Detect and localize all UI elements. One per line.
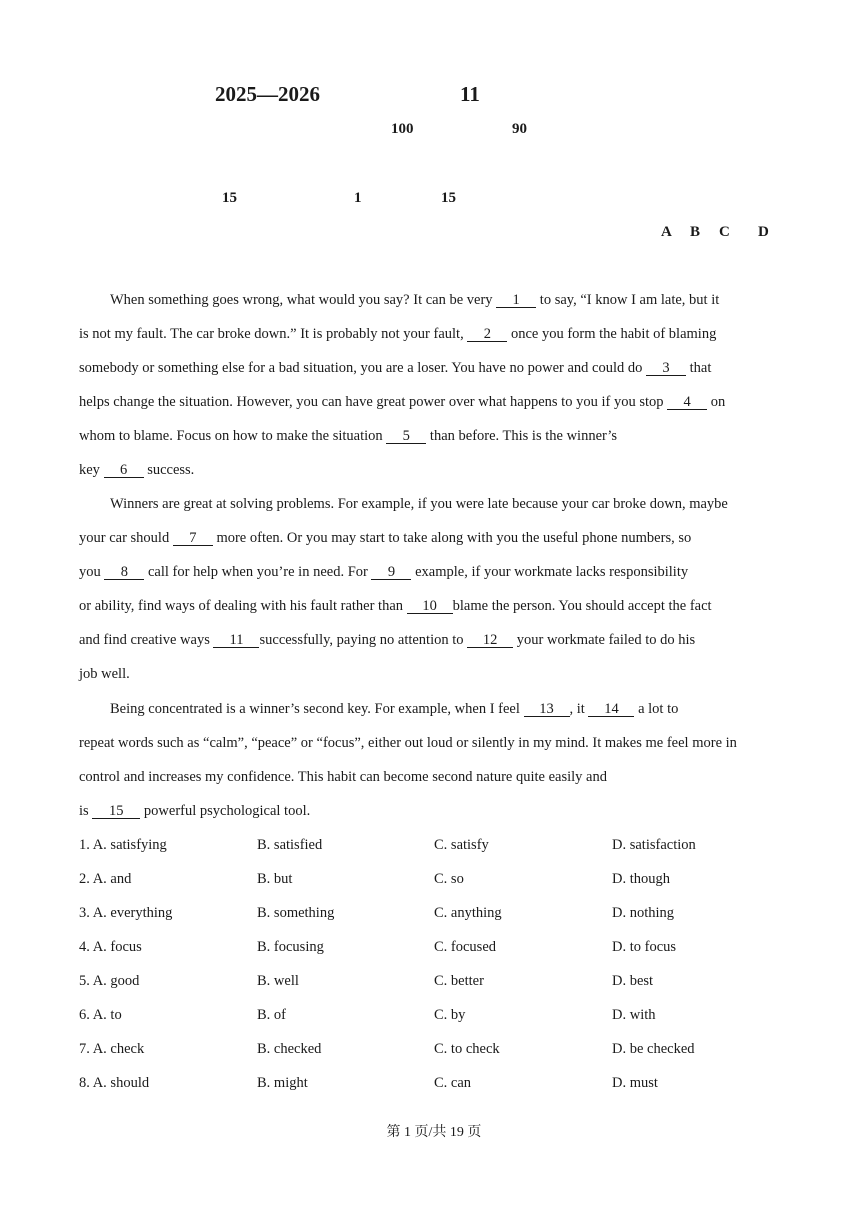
option-a[interactable]: 4. A. focus — [79, 939, 142, 955]
passage-line: repeat words such as “calm”, “peace” or “focus”, either out loud or silently in my mind. It makes me feel more in — [79, 735, 737, 751]
exam-score: 100 — [391, 121, 414, 137]
option-c[interactable]: C. can — [434, 1075, 472, 1091]
blank-15[interactable]: 15 — [92, 804, 140, 819]
option-d[interactable]: D. with — [612, 1007, 656, 1023]
option-c[interactable]: C. focused — [434, 939, 497, 955]
exam-year: 2025—2026 — [215, 82, 320, 106]
exam-grade: 11 — [460, 82, 480, 106]
option-c[interactable]: C. to check — [434, 1041, 500, 1057]
option-a[interactable]: 1. A. satisfying — [79, 837, 167, 853]
passage-line: and find creative ways 11 successfully, paying no attention to 12 your workmate failed to do his — [79, 632, 696, 648]
section-count: 15 — [222, 190, 237, 206]
option-c[interactable]: C. anything — [434, 905, 502, 921]
option-a[interactable]: 6. A. to — [79, 1007, 122, 1023]
passage-line: whom to blame. Focus on how to make the situation 5 than before. This is the winner’s — [79, 428, 618, 444]
passage-line: your car should 7 more often. Or you may start to take along with you the useful phone numbers, so — [79, 530, 692, 546]
option-a[interactable]: 3. A. everything — [79, 905, 173, 921]
blank-2[interactable]: 2 — [467, 327, 507, 342]
option-c[interactable]: C. by — [434, 1007, 466, 1023]
passage-line: Winners are great at solving problems. For example, if you were late because your car broke down, maybe — [110, 496, 728, 512]
passage-line: or ability, find ways of dealing with his fault rather than 10 blame the person. You should accept the fact — [79, 598, 712, 614]
option-a[interactable]: 7. A. check — [79, 1041, 145, 1057]
option-a[interactable]: 8. A. should — [79, 1075, 150, 1091]
blank-9[interactable]: 9 — [371, 565, 411, 580]
exam-time: 90 — [512, 121, 527, 137]
passage-line: is not my fault. The car broke down.” It is probably not your fault, 2 once you form the habit of blaming — [79, 326, 717, 342]
option-d[interactable]: D. best — [612, 973, 654, 989]
choice-c: C — [719, 224, 730, 240]
choice-a: A — [661, 224, 672, 240]
option-c[interactable]: C. satisfy — [434, 837, 489, 853]
passage-line: you 8 call for help when you’re in need. For 9 example, if your workmate lacks responsibility — [79, 564, 689, 580]
passage-line: control and increases my confidence. This habit can become second nature quite easily and — [79, 769, 607, 785]
blank-4[interactable]: 4 — [667, 395, 707, 410]
blank-1[interactable]: 1 — [496, 293, 536, 308]
total-points: 15 — [441, 190, 456, 206]
option-d[interactable]: D. to focus — [612, 939, 677, 955]
blank-7[interactable]: 7 — [173, 531, 213, 546]
blank-10[interactable]: 10 — [407, 599, 453, 614]
blank-11[interactable]: 11 — [213, 633, 259, 648]
blank-6[interactable]: 6 — [104, 463, 144, 478]
passage-line: job well. — [79, 666, 130, 682]
option-a[interactable]: 2. A. and — [79, 871, 132, 887]
option-b[interactable]: B. might — [257, 1075, 308, 1091]
choice-b: B — [690, 224, 701, 240]
blank-13[interactable]: 13 — [524, 702, 570, 717]
blank-8[interactable]: 8 — [104, 565, 144, 580]
passage-line: somebody or something else for a bad situation, you are a loser. You have no power and could do 3 that — [79, 360, 712, 376]
passage-line: When something goes wrong, what would you say? It can be very 1 to say, “I know I am late, but it — [110, 292, 720, 308]
option-b[interactable]: B. but — [257, 871, 293, 887]
blank-3[interactable]: 3 — [646, 361, 686, 376]
passage-line: key 6 success. — [79, 462, 195, 478]
option-b[interactable]: B. something — [257, 905, 335, 921]
blank-12[interactable]: 12 — [467, 633, 513, 648]
page-footer: 第 1 页/共 19 页 — [386, 1125, 482, 1140]
passage-line: helps change the situation. However, you can have great power over what happens to you if you stop 4 on — [79, 394, 726, 410]
passage-line: is 15 powerful psychological tool. — [79, 803, 311, 819]
option-c[interactable]: C. better — [434, 973, 484, 989]
option-b[interactable]: B. well — [257, 973, 299, 989]
option-b[interactable]: B. satisfied — [257, 837, 323, 853]
option-d[interactable]: D. though — [612, 871, 670, 887]
option-c[interactable]: C. so — [434, 871, 464, 887]
points-each: 1 — [354, 190, 362, 206]
option-d[interactable]: D. be checked — [612, 1041, 695, 1057]
passage-line: Being concentrated is a winner’s second key. For example, when I feel 13 , it 14 a lot to — [110, 701, 679, 717]
blank-5[interactable]: 5 — [386, 429, 426, 444]
option-d[interactable]: D. nothing — [612, 905, 675, 921]
option-a[interactable]: 5. A. good — [79, 973, 140, 989]
blank-14[interactable]: 14 — [588, 702, 634, 717]
choice-d: D — [758, 224, 769, 240]
option-d[interactable]: D. satisfaction — [612, 837, 696, 853]
option-d[interactable]: D. must — [612, 1075, 658, 1091]
option-b[interactable]: B. checked — [257, 1041, 322, 1057]
option-b[interactable]: B. of — [257, 1007, 286, 1023]
option-b[interactable]: B. focusing — [257, 939, 324, 955]
